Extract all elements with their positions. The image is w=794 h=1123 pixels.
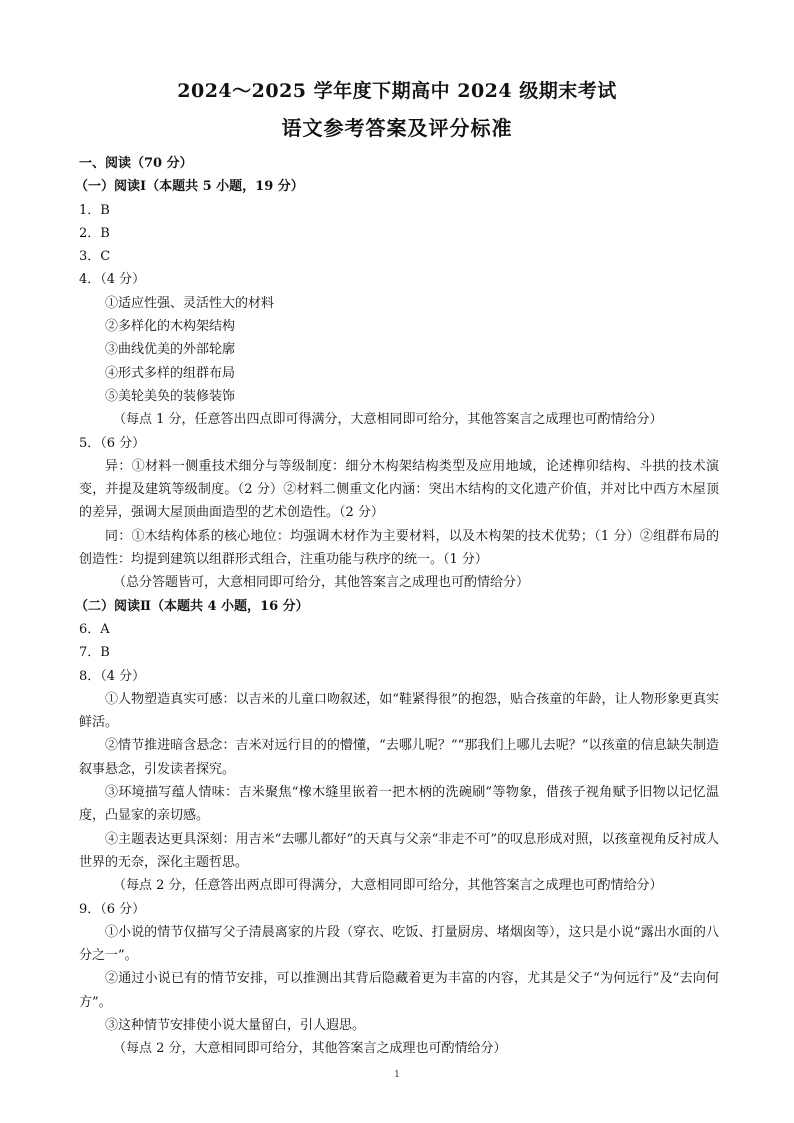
q4-point: ④形式多样的组群布局	[105, 365, 236, 381]
q8-point: ①人物塑造真实可感：以吉米的儿童口吻叙述，如“鞋紧得很”的抱怨，贴合孩童的年龄，让人物形象更真实鲜活。	[79, 691, 719, 731]
q4-point: ③曲线优美的外部轮廓	[105, 342, 236, 358]
q8-scoring-note: （每点 2 分，任意答出两点即可得满分，大意相同即可给分，其他答案言之成理也可酌情给分）	[113, 878, 663, 894]
q9-scoring-note: （每点 2 分，大意相同即可给分，其他答案言之成理也可酌情给分）	[113, 1041, 507, 1057]
question-8-label: 8．（4 分）	[79, 668, 146, 684]
q9-point: ②通过小说已有的情节安排，可以推测出其背后隐藏着更为丰富的内容，尤其是父子“为何远行”及“去向何方”。	[79, 971, 719, 1010]
question-4-label: 4．（4 分）	[79, 272, 146, 288]
answer-q3: 3．C	[79, 249, 111, 265]
q8-point: ③环境描写蕴人情味：吉米聚焦“橡木缝里嵌着一把木柄的洗碗刷”等物象，借孩子视角赋予旧物以记忆温度，凸显家的亲切感。	[79, 785, 719, 824]
answer-q6: 6．A	[79, 621, 110, 637]
answer-content	[75, 152, 719, 1061]
q4-point: ⑤美轮美奂的装修装饰	[105, 388, 236, 404]
answer-q2: 2．B	[79, 225, 110, 241]
q9-point: ①小说的情节仅描写父子清晨离家的片段（穿衣、吃饭、打量厨房、堵烟囱等），这只是小说“露出水面的八分之一”。	[79, 924, 719, 964]
q4-point: ①适应性强、灵活性大的材料	[105, 295, 275, 311]
part1-heading: （一）阅读Ⅰ（本题共 5 小题，19 分）	[75, 179, 304, 195]
q5-difference: 异：①材料一侧重技术细分与等级制度：细分木构架结构类型及应用地域，论述榫卯结构、斗拱的技术演变，并提及建筑等级制度。（2 分）②材料二侧重文化内涵：突出木结构的文化遗产价值，并对比中西方木屋顶的差异，强调大屋顶曲面造型的艺术创造性。（2 分）	[79, 458, 719, 521]
q4-scoring-note: （每点 1 分，任意答出四点即可得满分，大意相同即可给分，其他答案言之成理也可酌情给分）	[113, 412, 663, 428]
exam-subtitle: 语文参考答案及评分标准	[281, 116, 513, 140]
q8-point: ②情节推进暗含悬念：吉米对远行目的的懵懂，“去哪儿呢？”“那我们上哪儿去呢？”以孩童的信息缺失制造叙事悬念，引发读者探究。	[79, 738, 719, 777]
question-5-label: 5．（6 分）	[79, 435, 146, 451]
part2-heading: （二）阅读Ⅱ（本题共 4 小题，16 分）	[75, 598, 309, 614]
answer-q1: 1．B	[79, 202, 110, 218]
page-number: 1	[394, 1070, 400, 1080]
section-heading: 一、阅读（70 分）	[79, 156, 193, 171]
answer-q7: 7．B	[79, 645, 110, 661]
q4-point: ②多样化的木构架结构	[105, 319, 236, 335]
q5-similarity: 同：①木结构体系的核心地位：均强调木材作为主要材料，以及木构架的技术优势；（1 分）②组群布局的创造性：均提到建筑以组群形式组合，注重功能与秩序的统一。（1 分）	[79, 528, 719, 568]
q9-point: ③这种情节安排使小说大量留白，引人遐思。	[105, 1017, 366, 1033]
question-9-label: 9．（6 分）	[79, 901, 146, 917]
q5-scoring-note: （总分答题皆可，大意相同即可给分，其他答案言之成理也可酌情给分）	[113, 575, 530, 591]
q8-point: ④主题表达更具深刻：用吉米“去哪儿都好”的天真与父亲“非走不可”的叹息形成对照，以孩童视角反衬成人世界的无奈，深化主题哲思。	[79, 831, 719, 870]
exam-title: 2024～2025 学年度下期高中 2024 级期末考试	[177, 80, 617, 102]
